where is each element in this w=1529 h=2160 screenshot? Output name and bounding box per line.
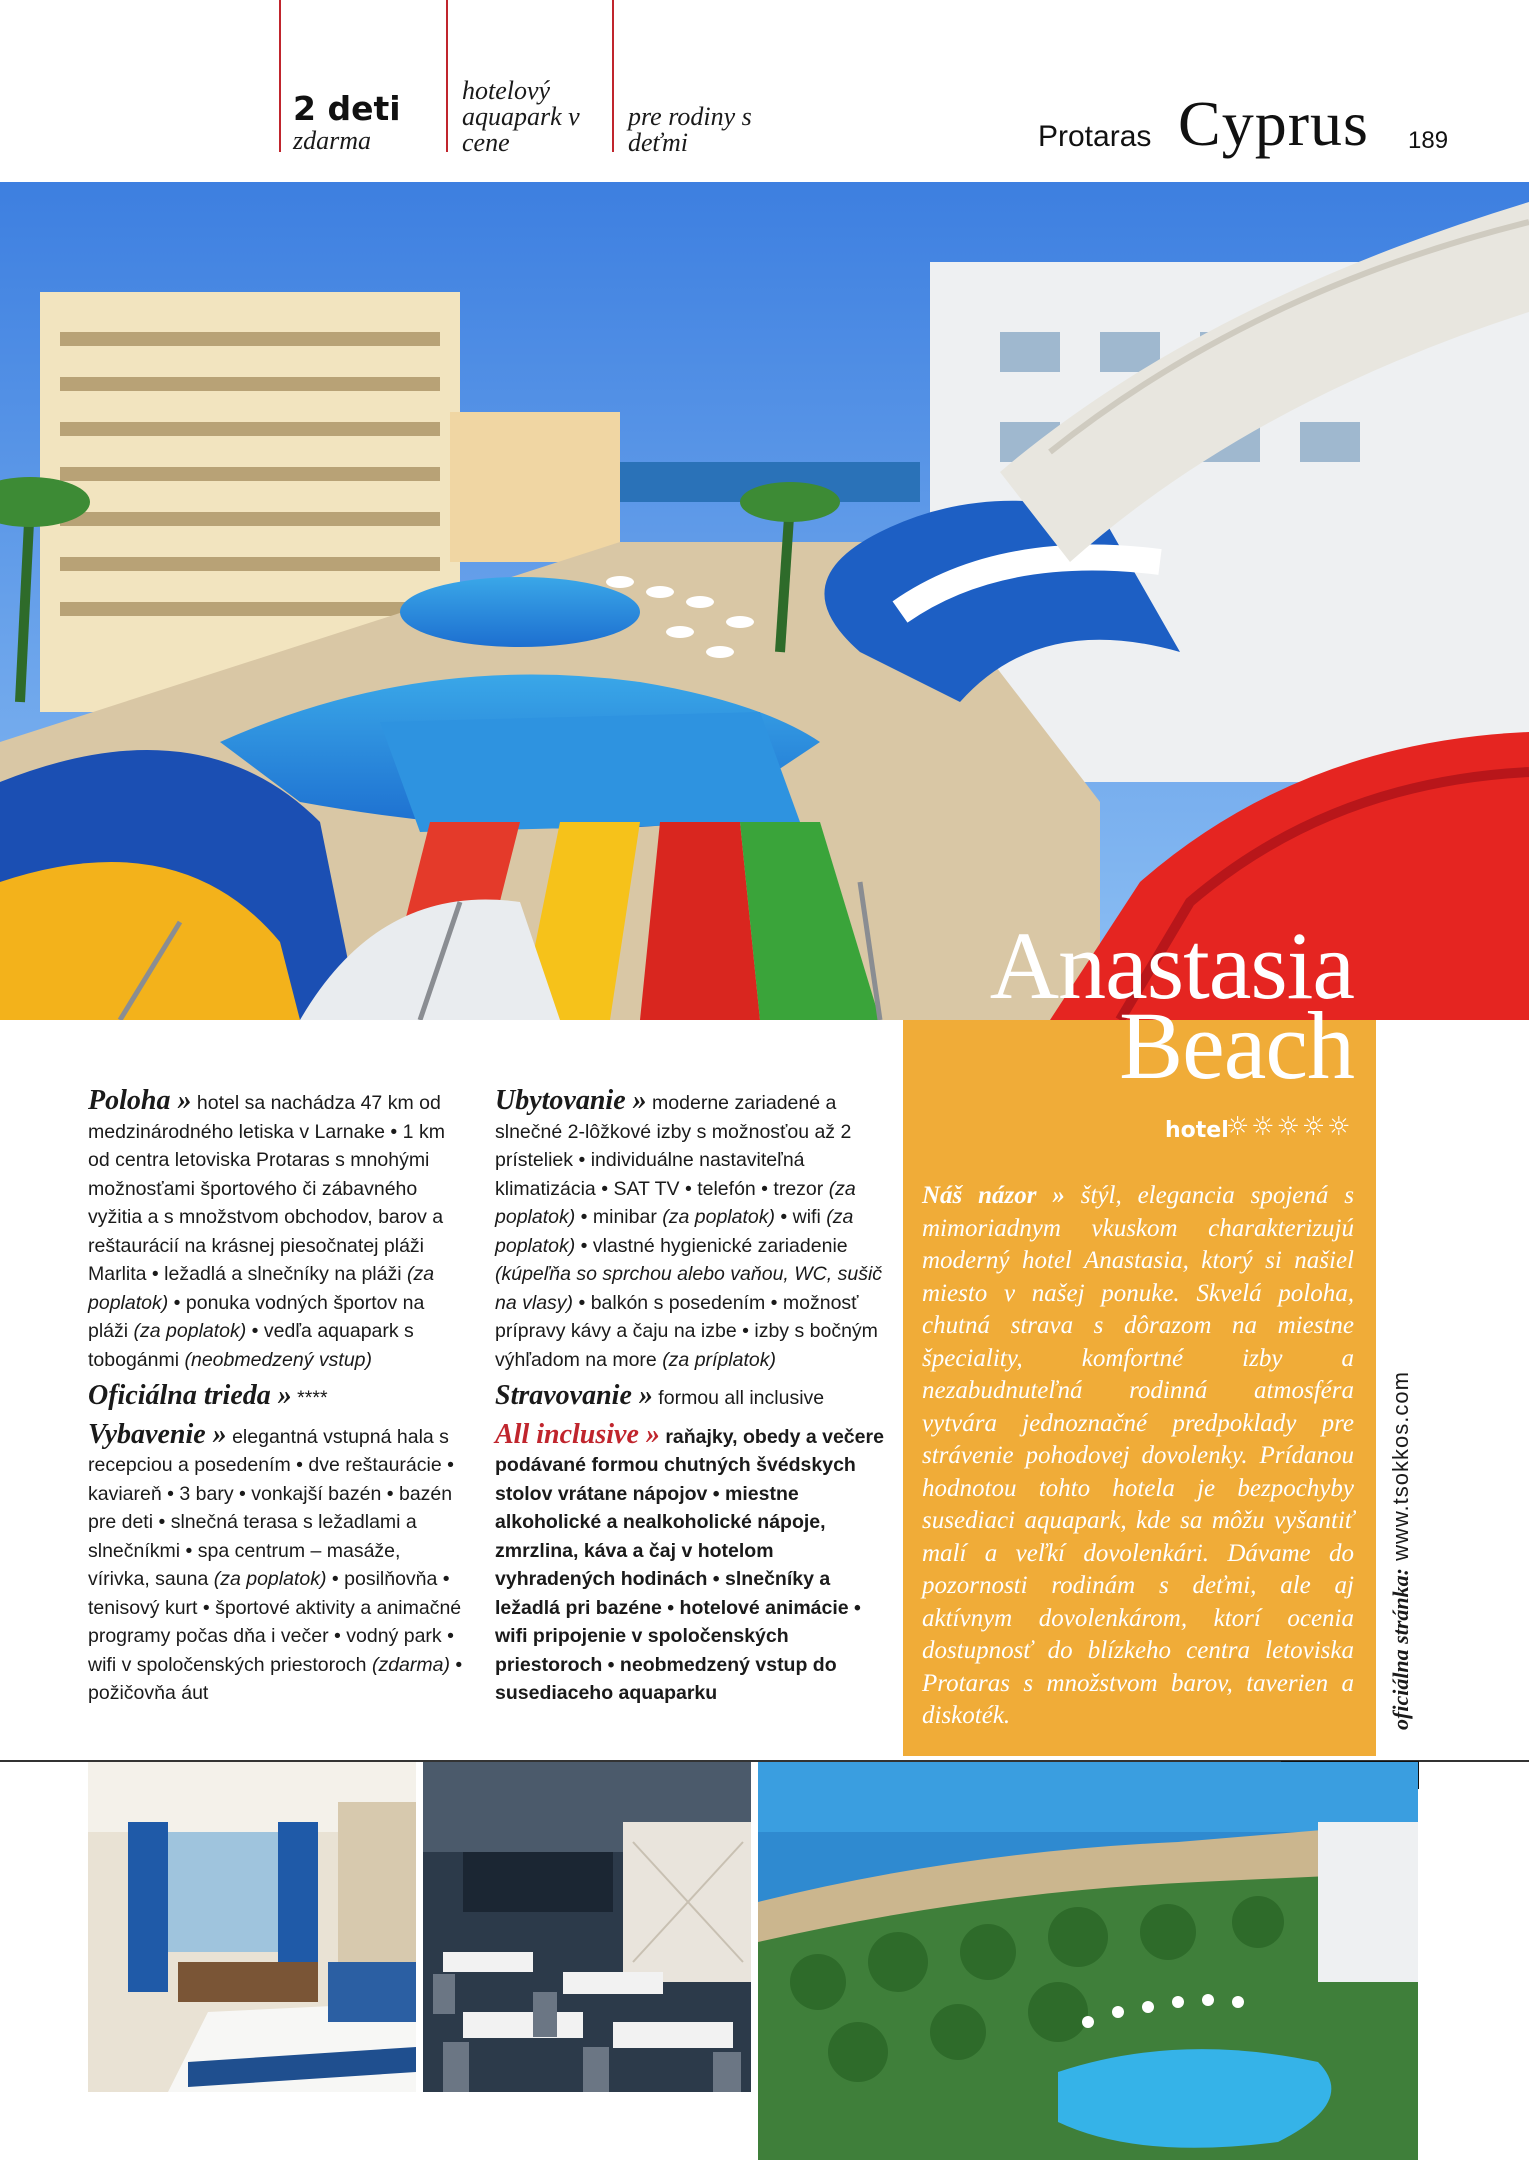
badge-aquapark-line2: aquapark v <box>462 102 580 131</box>
badge-kids-free-sub: zdarma <box>293 126 372 155</box>
ubytovanie-heading: Ubytovanie » <box>495 1085 647 1116</box>
poloha-note: (za poplatok) <box>88 1263 435 1314</box>
hotel-name-line2: Beach <box>1119 992 1354 1099</box>
badge-kids-free: 2 deti <box>293 89 401 128</box>
opinion-body: štýl, elegancia spojená s mimoriadnym vkuskom charakterizujú moderný hotel Anastasia, ktorý si našiel miesto v našej ponuke. Skvelá poloha, chutná strava s dôrazom na miestne špeciality, komfortné izby a nezabudnuteľná rodinná atmosféra vytvára jednoznačné predpoklady pre strávenie pohodovej dovolenky. Prídanou hodnotou tohto hotela je bezpochyby susediaci aquapark, kde sa môžu vyšantiť malí a veľkí dovolenkári. Dávame do pozornosti rodinám s deťmi, ale aj aktívnym dovolenkárom, ktorí ocenia dostupnosť do blízkeho centra letoviska Protaras s množstvom barov, taverien a diskoték. <box>922 1182 1354 1729</box>
vybavenie-text: • požičovňa áut <box>88 1653 463 1704</box>
section-stravovanie <box>495 1380 885 1413</box>
section-poloha <box>88 1085 466 1374</box>
badge-aquapark-line3: cene <box>462 128 510 157</box>
ubytovanie-note: (za poplatok) <box>495 1206 854 1257</box>
section-ubytovanie <box>495 1085 885 1374</box>
official-website[interactable] <box>1388 1371 1414 1730</box>
left-column <box>88 1085 466 1708</box>
trieda-value: **** <box>291 1387 328 1409</box>
section-trieda <box>88 1380 466 1413</box>
ubytovanie-text: • wifi <box>774 1206 827 1228</box>
trieda-heading: Oficiálna trieda » <box>88 1380 292 1411</box>
ubytovanie-note: (za príplatok) <box>662 1348 776 1371</box>
ubytovanie-text: moderne zariadené a slnečné 2-lôžkové izby s možnosťou až 2 prísteliek • individuálne nastaviteľná klimatizácia • SAT TV • telefón • trezor <box>495 1092 852 1200</box>
stravovanie-heading: Stravovanie » <box>495 1380 653 1411</box>
header-divider <box>279 0 281 152</box>
ubytovanie-note: (za poplatok) <box>495 1177 856 1228</box>
header-city: Protaras <box>1038 120 1152 153</box>
header-country: Cyprus <box>1178 88 1369 159</box>
badge-aquapark-line1: hotelový <box>462 76 551 105</box>
header-divider <box>446 0 448 152</box>
vybavenie-text: elegantná vstupná hala s recepciou a posedením • dve reštaurácie • kaviareň • 3 bary • vonkajší bazén • bazén pre deti • slnečná terasa s ležadlami a slnečníkmi • spa centrum – masáže, vírivka, sauna <box>88 1425 454 1590</box>
poloha-note: (za poplatok) <box>133 1320 247 1342</box>
middle-column <box>495 1085 885 1708</box>
hotel-type-label: hotel <box>1165 1118 1229 1143</box>
badge-families-line1: pre rodiny s <box>628 102 752 131</box>
poloha-text: • vedľa aquapark s tobogánmi <box>88 1320 414 1371</box>
ubytovanie-text: • vlastné hygienické zariadenie <box>575 1234 848 1257</box>
room-photo <box>88 1762 416 2092</box>
ubytovanie-text: • minibar <box>575 1206 663 1228</box>
section-vybavenie <box>88 1419 466 1708</box>
page-number: 189 <box>1408 127 1449 154</box>
poloha-text: hotel sa nachádza 47 km od medzinárodného letiska v Larnake • 1 km od centra letoviska Protaras s mnohými možnosťami športového či zábavného vyžitia a s množstvom obchodov, barov a reštaurácií na krásnej piesočnatej pláži Marlita • ležadlá a slnečníky na pláži <box>88 1092 445 1285</box>
poloha-heading: Poloha » <box>88 1085 192 1116</box>
hotel-name-line1: Anastasia <box>989 912 1354 1019</box>
header-divider <box>612 0 614 152</box>
hero-aquapark-photo <box>0 182 1529 1020</box>
vybavenie-heading: Vybavenie » <box>88 1418 227 1450</box>
vybavenie-note: (zdarma) <box>371 1653 450 1676</box>
vybavenie-note: (za poplatok) <box>213 1568 327 1590</box>
all-inclusive-text: raňajky, obedy a večere podávané formou chutných švédskych stolov vrátane nápojov • miestne alkoholické a nealkoholické nápoje, zmrzlina, káva a čaj v hotelom vyhradených hodinách • slnečníky a ležadlá pri bazéne • hotelové animácie • wifi pripojenie v spoločenských priestoroch • neobmedzený vstup do susediaceho aquaparku <box>495 1425 884 1704</box>
all-inclusive-heading: All inclusive » <box>495 1418 660 1450</box>
official-website-url[interactable]: www.tsokkos.com <box>1388 1371 1413 1569</box>
stravovanie-value: formou all inclusive <box>652 1387 825 1409</box>
ubytovanie-note: (kúpeľňa so sprchou alebo vaňou, WC, sušič na vlasy) <box>495 1263 883 1314</box>
opinion-text <box>922 1180 1354 1733</box>
opinion-heading: Náš názor » <box>922 1182 1065 1209</box>
badge-families-line2: deťmi <box>628 128 688 157</box>
poloha-note: (neobmedzený vstup) <box>184 1348 373 1371</box>
ubytovanie-text: • balkón s posedením • možnosť prípravy kávy a čaju na izbe • izby s bočným výhľadom na more <box>495 1291 878 1371</box>
star-rating-icon: ☼☼☼☼☼ <box>1226 1112 1353 1142</box>
ubytovanie-note: (za poplatok) <box>662 1206 775 1228</box>
section-all-inclusive <box>495 1419 885 1708</box>
official-website-label: oficiálna stránka: <box>1388 1568 1413 1730</box>
poloha-text: • ponuka vodných športov na pláži <box>88 1291 425 1342</box>
vybavenie-text: • posilňovňa • tenisový kurt • športové aktivity a animačné programy počas dňa i večer • vodný park • wifi v spoločenských priestoroch <box>88 1568 462 1676</box>
aerial-beach-photo <box>758 1762 1418 2160</box>
restaurant-photo <box>423 1762 751 2092</box>
